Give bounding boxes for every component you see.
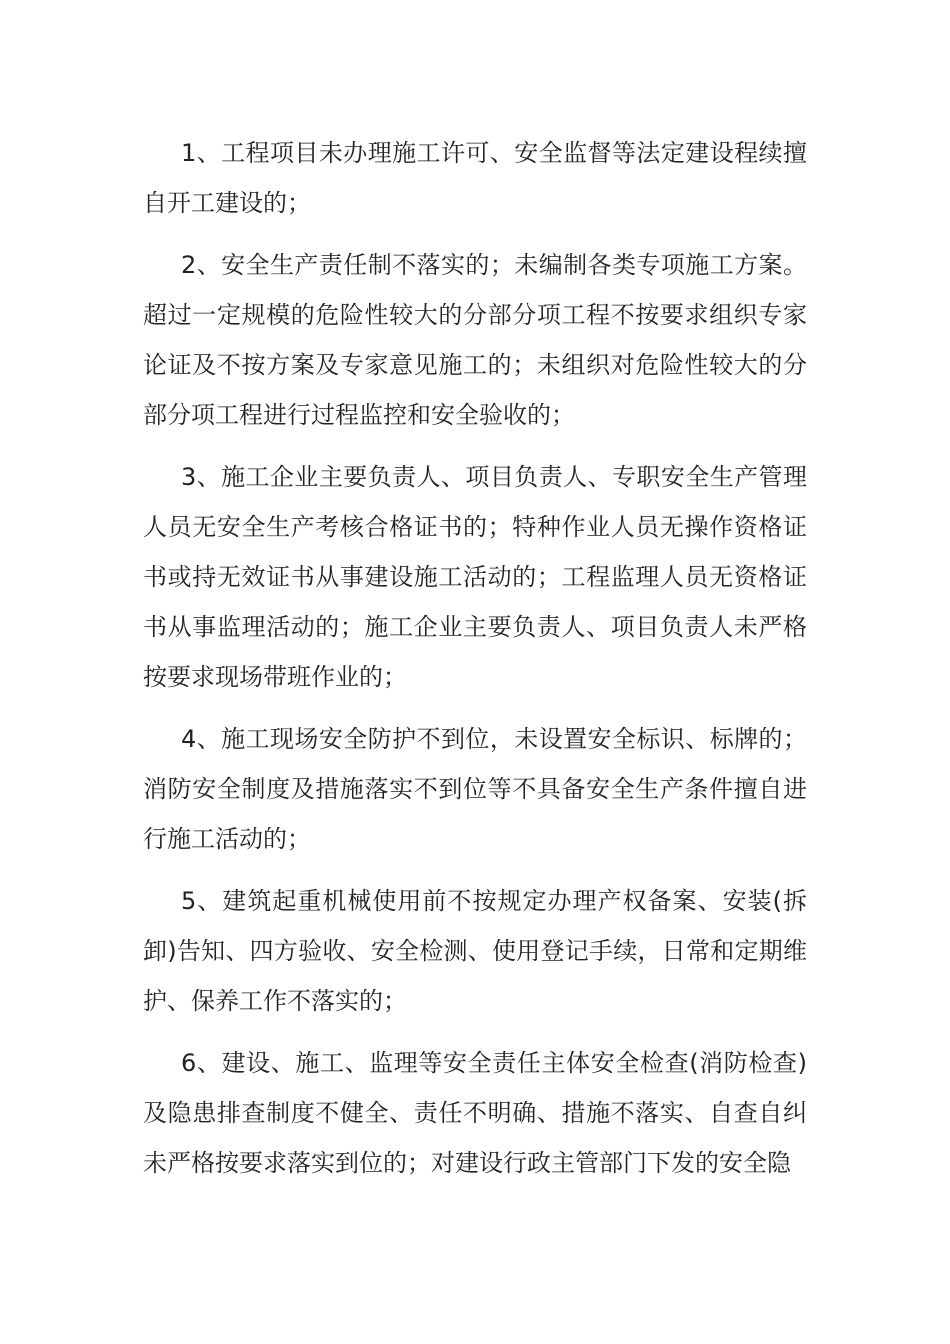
paragraph-2: 2、安全生产责任制不落实的；未编制各类专项施工方案。超过一定规模的危险性较大的分部分项工程不按要求组织专家论证及不按方案及专家意见施工的；未组织对危险性较大的分部分项工程进行过程监控和安全验收的； — [143, 251, 807, 429]
paragraph-6: 6、建设、施工、监理等安全责任主体安全检查(消防检查)及隐患排查制度不健全、责任不明确、措施不落实、自查自纠未严格按要求落实到位的；对建设行政主管部门下发的安全隐 — [143, 1049, 807, 1177]
paragraph-3: 3、施工企业主要负责人、项目负责人、专职安全生产管理人员无安全生产考核合格证书的；特种作业人员无操作资格证书或持无效证书从事建设施工活动的；工程监理人员无资格证书从事监理活动的；施工企业主要负责人、项目负责人未严格按要求现场带班作业的； — [143, 463, 807, 691]
paragraph-5: 5、建筑起重机械使用前不按规定办理产权备案、安装(拆卸)告知、四方验收、安全检测、使用登记手续，日常和定期维护、保养工作不落实的； — [143, 887, 807, 1015]
document-body — [143, 128, 807, 1200]
paragraph-1: 1、工程项目未办理施工许可、安全监督等法定建设程续擅自开工建设的； — [143, 139, 807, 217]
paragraph-4: 4、施工现场安全防护不到位，未设置安全标识、标牌的；消防安全制度及措施落实不到位等不具备安全生产条件擅自进行施工活动的； — [143, 725, 807, 853]
